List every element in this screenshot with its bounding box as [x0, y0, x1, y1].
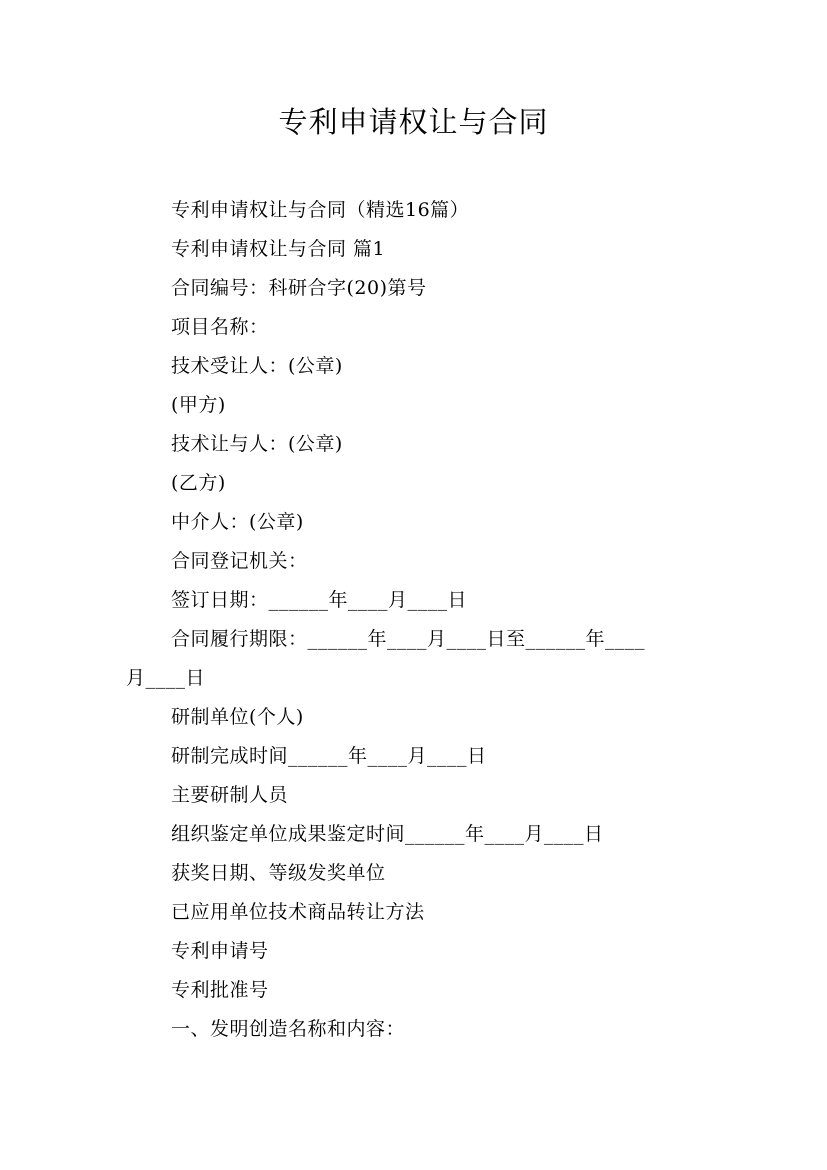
subtitle-line: 专利申请权让与合同（精选16篇）: [171, 199, 470, 221]
party-b-line: (乙方): [171, 472, 226, 494]
intermediary-line: 中介人：(公章): [171, 511, 304, 533]
section-heading: 专利申请权让与合同 篇1: [171, 238, 386, 260]
award-line: 获奖日期、等级发奖单位: [171, 862, 386, 884]
performance-term-line: 合同履行期限：______年____月____日至______年____: [171, 628, 646, 650]
patent-approval-number-line: 专利批准号: [171, 979, 269, 1001]
performance-term-continuation: 月____日: [126, 667, 206, 689]
document-title: 专利申请权让与合同: [278, 105, 549, 139]
invention-content-heading: 一、发明创造名称和内容：: [171, 1018, 406, 1040]
completion-time-line: 研制完成时间______年____月____日: [171, 745, 487, 767]
transferee-line: 技术受让人：(公章): [171, 355, 343, 377]
party-a-line: (甲方): [171, 394, 226, 416]
contract-number-line: 合同编号：科研合字(20)第号: [171, 277, 427, 299]
document-body: [126, 191, 726, 1049]
appraisal-line: 组织鉴定单位成果鉴定时间______年____月____日: [171, 823, 604, 845]
signing-date-line: 签订日期：______年____月____日: [171, 589, 468, 611]
application-transfer-line: 已应用单位技术商品转让方法: [171, 901, 425, 923]
project-name-line: 项目名称：: [171, 316, 269, 338]
registration-authority-line: 合同登记机关：: [171, 550, 308, 572]
development-unit-line: 研制单位(个人): [171, 706, 304, 728]
transferor-line: 技术让与人：(公章): [171, 433, 343, 455]
main-developers-line: 主要研制人员: [171, 784, 289, 806]
patent-application-number-line: 专利申请号: [171, 940, 269, 962]
